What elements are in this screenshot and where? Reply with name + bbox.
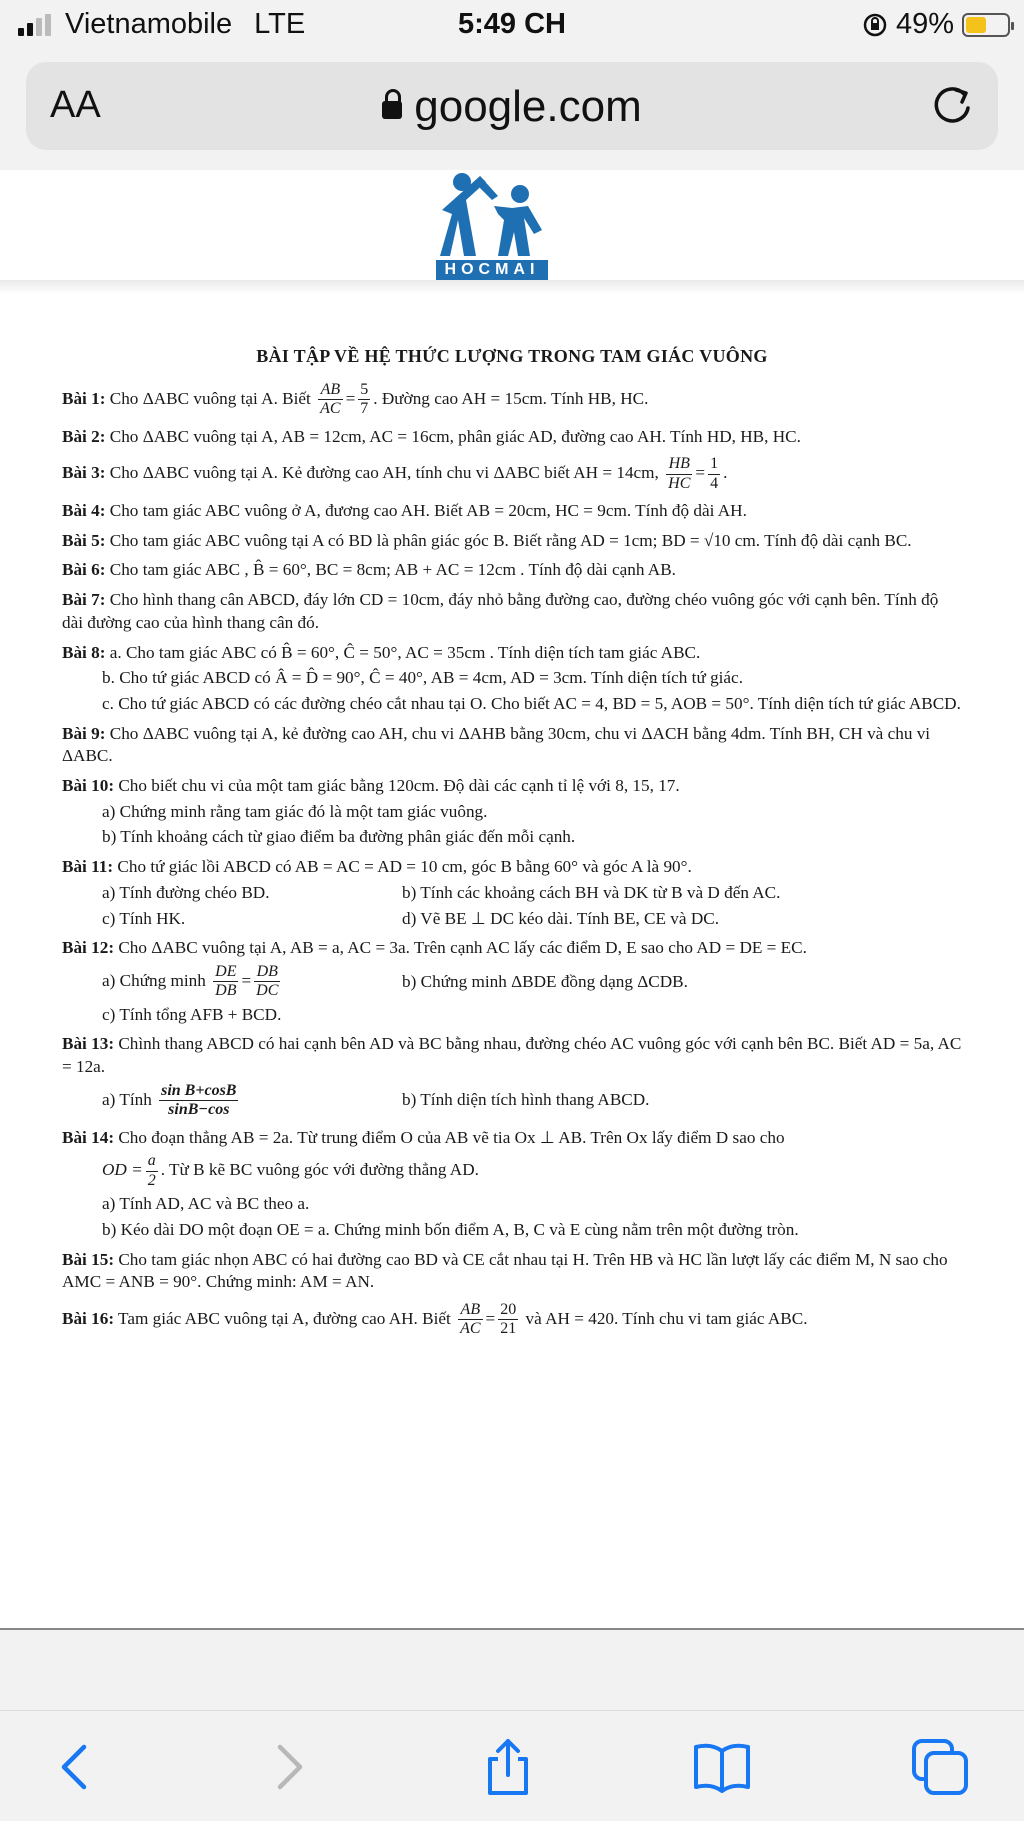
exercise-16: Bài 16: Tam giác ABC vuông tại A, đường cao AH. Biết $\frac{AB}{AC}$ = $\frac{20}{21}$ và AH = 420. Tính chu vi tam giác ABC. — [62, 1300, 808, 1338]
exercise-10a: a) Chứng minh rằng tam giác đó là một tam giác vuông. — [102, 801, 488, 821]
reload-icon[interactable] — [926, 80, 978, 132]
exercise-6: Bài 6: Cho tam giác ABC , B̂ = 60°, BC = 8cm; AB + AC = 12cm . Tính độ dài cạnh AB. — [62, 560, 676, 580]
carrier-name: Vietnamobile — [65, 8, 233, 40]
exercise-4: Bài 4: Cho tam giác ABC vuông ở A, đương cao AH. Biết AB = 20cm, HC = 9cm. Tính độ dài AH. — [62, 501, 747, 521]
exercise-1: Bài 1: Cho ΔABC vuông tại A. Biết $\frac{AB}{AC}$ = $\frac{5}{7}$ . Đường cao AH = 15cm. Tính HB, HC. — [62, 380, 649, 418]
status-bar — [0, 0, 1024, 52]
document-title: BÀI TẬP VỀ HỆ THỨC LƯỢNG TRONG TAM GIÁC VUÔNG — [256, 346, 768, 366]
exercise-content — [62, 345, 962, 1346]
back-icon[interactable] — [46, 1737, 106, 1797]
exercise-14-od: OD = $\frac{a}{2}$ . Từ B kẽ BC vuông góc với đường thẳng AD. — [102, 1152, 479, 1189]
exercise-14b: b) Kéo dài DO một đoạn OE = a. Chứng minh bốn điểm A, B, C và E cùng nằm trên một đường tròn. — [102, 1219, 799, 1239]
exercise-2: Bài 2: Cho ΔABC vuông tại A, AB = 12cm, AC = 16cm, phân giác AD, đường cao AH. Tính HD, HB, HC. — [62, 426, 801, 446]
logo-figures-icon — [436, 170, 548, 258]
hocmai-logo — [436, 170, 548, 280]
tabs-icon[interactable] — [910, 1737, 970, 1797]
url-display[interactable] — [26, 82, 998, 132]
reader-aa-button[interactable]: AA — [50, 84, 101, 126]
exercise-5: Bài 5: Cho tam giác ABC vuông tại A có BD là phân giác góc B. Biết rằng AD = 1cm; BD = √10 cm. Tính độ dài cạnh BC. — [62, 530, 912, 550]
exercise-12c: c) Tính tổng AFB + BCD. — [102, 1004, 282, 1024]
url-text: google.com — [414, 82, 642, 131]
clock: 5:49 CH — [458, 8, 566, 40]
exercise-8c: c. Cho tứ giác ABCD có các đường chéo cắt nhau tại O. Cho biết AC = 4, BD = 5, AOB = 50°. Tính diện tích tứ giác ABCD. — [102, 693, 961, 713]
exercise-13: Bài 13: Chình thang ABCD có hai cạnh bên AD và BC bằng nhau, đường chéo AC vuông góc với cạnh bên BC. Biết AD = 5a, AC = 12a. — [62, 1034, 962, 1077]
exercise-10: Bài 10: Cho biết chu vi của một tam giác bằng 120cm. Độ dài các cạnh tỉ lệ với 8, 15, 17. — [62, 776, 680, 796]
exercise-14: Bài 14: Cho đoạn thẳng AB = 2a. Từ trung điểm O của AB vẽ tia Ox ⊥ AB. Trên Ox lấy điểm D sao cho — [62, 1127, 785, 1147]
battery-icon — [962, 13, 1010, 37]
exercise-10b: b) Tính khoảng cách từ giao điểm ba đường phân giác đến mỗi cạnh. — [102, 827, 576, 847]
document-page — [0, 170, 1024, 1630]
exercise-13ab: a) Tính $\frac{\text{sin B+cosB}}{\sin B-\cos}$ b) Tính diện tích hình thang ABCD. — [102, 1081, 650, 1119]
exercise-11: Bài 11: Cho tứ giác lồi ABCD có AB = AC = AD = 10 cm, góc B bằng 60° và góc A là 90°. — [62, 857, 692, 877]
exercise-15: Bài 15: Cho tam giác nhọn ABC có hai đường cao BD và CE cắt nhau tại H. Trên HB và HC lần lượt lấy các điểm M, N sao cho AMC = ANB = 90°. Chứng minh: AM = AN. — [62, 1249, 948, 1292]
lock-icon — [382, 101, 402, 119]
exercise-8b: b. Cho tứ giác ABCD có Â = D̂ = 90°, Ĉ = 40°, AB = 4cm, AD = 3cm. Tính diện tích tứ giác. — [102, 668, 743, 688]
exercise-12ab: a) Chứng minh $\frac{DE}{DB}$ = $\frac{DB}{DC}$ b) Chứng minh ΔBDE đồng dạng ΔCDB. — [102, 962, 688, 1000]
exercise-9: Bài 9: Cho ΔABC vuông tại A, kẻ đường cao AH, chu vi ΔAHB bằng 30cm, chu vi ΔACH bằng 4dm. Tính BH, CH và chu vi ΔABC. — [62, 723, 931, 766]
orientation-lock-icon — [862, 12, 888, 38]
exercise-3: Bài 3: Cho ΔABC vuông tại A. Kẻ đường cao AH, tính chu vi ΔABC biết AH = 14cm, $\frac{HB}{HC}$ = $\frac{1}{4}$ . — [62, 455, 728, 492]
exercise-8: Bài 8: a. Cho tam giác ABC có B̂ = 60°, Ĉ = 50°, AC = 35cm . Tính diện tích tam giác ABC. — [62, 642, 701, 662]
exercise-7: Bài 7: Cho hình thang cân ABCD, đáy lớn CD = 10cm, đáy nhỏ bằng đường cao, đường chéo vuông góc với cạnh bên. Tính độ dài đường cao của hình thang cân đó. — [62, 590, 939, 632]
exercise-14a: a) Tính AD, AC và BC theo a. — [102, 1194, 310, 1214]
page-bottom-line — [0, 1628, 1024, 1630]
bookmarks-icon[interactable] — [692, 1737, 752, 1797]
address-bar[interactable] — [26, 62, 998, 150]
battery-percent: 49% — [895, 8, 954, 40]
share-icon[interactable] — [478, 1737, 538, 1797]
header-separator — [0, 280, 1024, 294]
forward-icon[interactable] — [258, 1737, 318, 1797]
exercise-11ab: a) Tính đường chéo BD. b) Tính các khoảng cách BH và DK từ B và D đến AC. — [102, 882, 781, 902]
logo-wordmark: HOCMAI — [436, 260, 548, 280]
network-type: LTE — [254, 8, 306, 40]
browser-toolbar — [0, 1710, 1024, 1821]
exercise-12: Bài 12: Cho ΔABC vuông tại A, AB = a, AC = 3a. Trên cạnh AC lấy các điểm D, E sao cho AD = DE = EC. — [62, 938, 807, 958]
exercise-11cd: c) Tính HK. d) Vẽ BE ⊥ DC kéo dài. Tính BE, CE và DC. — [102, 908, 720, 928]
